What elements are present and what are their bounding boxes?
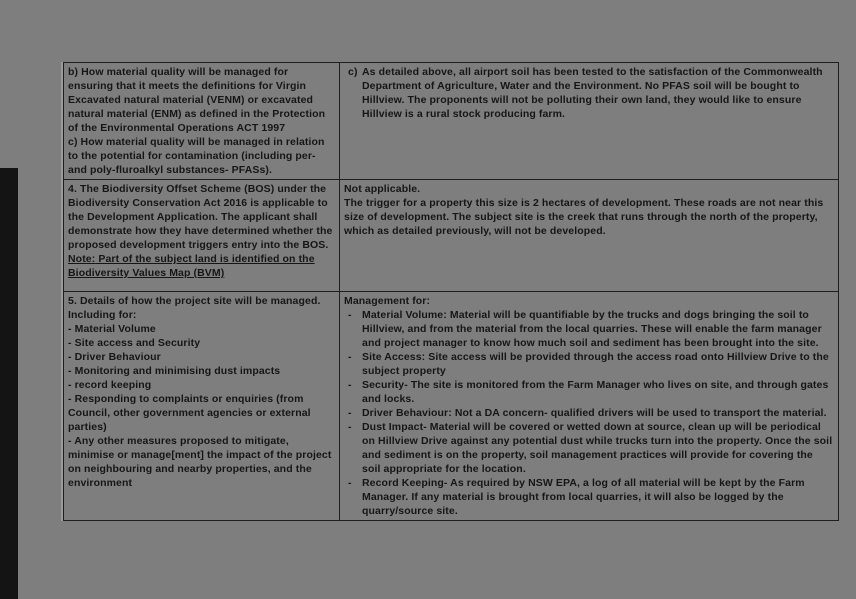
list-item [344,476,833,518]
question-cell [64,180,340,292]
list-item: - Any other measures proposed to mitigate, minimise or manage[ment] the impact of the project on neighbouring and nearby properties, and the environment [68,435,332,489]
list-marker: c) [348,66,358,78]
answer-cell [340,292,839,521]
table-row [64,292,839,521]
list-item-text: Driver Behaviour: Not a DA concern- qualified drivers will be used to transport the material. [362,407,827,419]
list-item [344,378,833,406]
list-marker: - [348,379,352,391]
list-item [344,308,833,350]
list-item-text: Dust Impact- Material will be covered or wetted down at source, clean up will be periodical on Hillview Drive against any potential dust while trucks turn into the property. Once the soil and sediment is on the property, soil management practices will provide for covering the soil appropriate for the location. [362,421,833,475]
paragraph: b) How material quality will be managed for ensuring that it meets the definitions for Virgin Excavated natural material (VENM) or excavated natural material (ENM) as defined in the Protection of the Environmental Operations ACT 1997 [68,66,326,134]
answer-cell [340,180,839,292]
list-item-text: Security- The site is monitored from the Farm Manager who lives on site, and through gates and locks. [362,379,829,405]
list-item: - Site access and Security [68,337,201,349]
list-marker: - [348,351,352,363]
list-marker: - [348,477,352,489]
answer-cell [340,63,839,180]
list-intro: 5. Details of how the project site will be managed. Including for: [68,295,321,321]
paragraph: Not applicable. [344,183,421,195]
list-item: - Material Volume [68,323,156,335]
requirements-response-table [63,62,839,521]
list-item [344,65,833,121]
list-marker: - [348,309,352,321]
question-cell [64,63,340,180]
list-intro: Management for: [344,295,431,307]
list-marker: - [348,421,352,433]
list-item: - Driver Behaviour [68,351,161,363]
scan-left-edge-strip [0,168,18,599]
list-item [344,420,833,476]
note-body: Part of the subject land is identified on the Biodiversity Values Map (BVM) [68,253,315,279]
list-marker: - [348,407,352,419]
note-label: Note: [68,253,96,265]
list-item: - Monitoring and minimising dust impacts [68,365,281,377]
list-item [344,406,833,420]
list-item: - Responding to complaints or enquiries (from Council, other government agencies or external parties) [68,393,311,433]
list-item-text: As detailed above, all airport soil has been tested to the satisfaction of the Commonwealth Department of Agriculture, Water and the Environment. No PFAS soil will be bought to Hillview. The proponents will not be polluting their own land, they would like to ensure Hillview is a rural stock producing farm. [362,66,823,120]
paragraph: The trigger for a property this size is 2 hectares of development. These roads are not near this size of development. The subject site is the creek that runs through the north of the property, which as detailed previously, will not be developed. [344,197,824,237]
list-item-text: Material Volume: Material will be quantifiable by the trucks and dogs bringing the soil to Hillview, and from the material from the local quarries. These will enable the farm manager and project manager to know how much soil and sediment has been brought into the site. [362,309,822,349]
list-item: - record keeping [68,379,152,391]
paragraph: 4. The Biodiversity Offset Scheme (BOS) under the Biodiversity Conservation Act 2016 is applicable to the Development Application. The applicant shall demonstrate how they have determined whether the proposed development triggers entry into the BOS. [68,183,333,251]
table-row [64,63,839,180]
list-item-text: Site Access: Site access will be provided through the access road onto Hillview Drive to the subject property [362,351,829,377]
paragraph: c) How material quality will be managed in relation to the potential for contamination (including per- and poly-fluroalkyl substances- PFASs). [68,136,325,176]
list-item [344,350,833,378]
question-cell [64,292,340,521]
table-row [64,180,839,292]
list-item-text: Record Keeping- As required by NSW EPA, a log of all material will be kept by the Farm Manager. If any material is brought from local quarries, it will also be logged by the quarry/source site. [362,477,805,517]
note-paragraph [68,252,334,280]
